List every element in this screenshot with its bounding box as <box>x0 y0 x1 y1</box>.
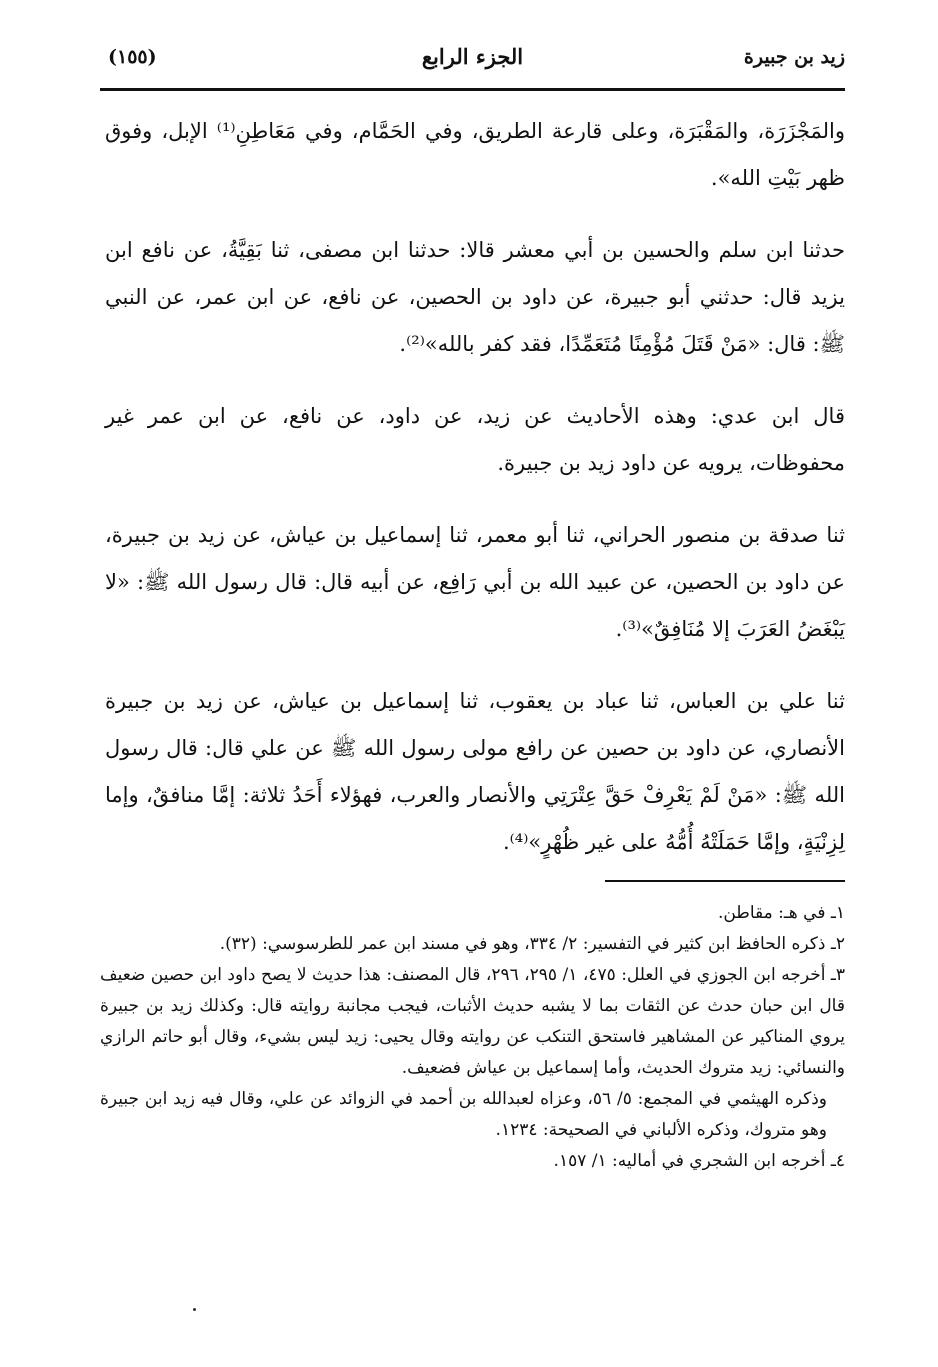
book-title: زيد بن جبيرة <box>743 46 845 68</box>
footnote: ٤ـ أخرجه ابن الشجري في أماليه: ١/ ١٥٧. <box>553 1151 845 1171</box>
running-header <box>100 38 845 91</box>
footnotes <box>100 898 845 1177</box>
scan-speck <box>193 1308 196 1311</box>
footnote: ٣ـ أخرجه ابن الجوزي في العلل: ٤٧٥، ١/ ٢٩٥، ٢٩٦، قال المصنف: هذا حديث لا يصح داود ابن حصين ضعيف قال ابن حبان حدث عن الثقات بما لا يشبه حديث الأثبات، فيجب مجانبة روايته قال: وكذلك زيد بن جبيرة يروي المناكير عن المشاهير فاستحق التنكب عن روايته وقال يحيى: زيد ليس بشيء، وقال أبو حاتم الرازي والنسائي: زيد متروك الحديث، وأما إسماعيل بن عياش فضعيف. <box>100 965 845 1078</box>
paragraph: ثنا علي بن العباس، ثنا عباد بن يعقوب، ثنا إسماعيل بن عياش، عن زيد بن جبيرة الأنصاري، عن داود بن حصين عن رافع مولى رسول الله ﷺ عن علي قال: قال رسول الله ﷺ: «مَنْ لَمْ يَعْرِفْ حَقَّ عِتْرَتِي والأنصار والعرب، فهؤلاء أَحَدُ ثلاثة: إمَّا منافقٌ، وإما لِزِنْيَةٍ، وإمَّا حَمَلَتْهُ أُمُّهُ على غير ظُهْرٍ»⁽⁴⁾. <box>105 689 845 854</box>
paragraph: ثنا صدقة بن منصور الحراني، ثنا أبو معمر، ثنا إسماعيل بن عياش، عن زيد بن جبيرة، عن داود بن الحصين، عن عبيد الله بن أبي رَافِع، عن أبيه قال: قال رسول الله ﷺ: «لا يَبْغَضُ العَرَبَ إلا مُنَافِقٌ»⁽³⁾. <box>105 523 845 641</box>
main-text <box>105 108 845 891</box>
paragraph: حدثنا ابن سلم والحسين بن أبي معشر قالا: حدثنا ابن مصفى، ثنا بَقِيَّةُ، عن نافع ابن يزيد قال: حدثني أبو جبيرة، عن داود بن الحصين، عن نافع، عن ابن عمر، عن النبي ﷺ: قال: «مَنْ قَتَلَ مُؤْمِنًا مُتَعَمِّدًا، فقد كفر بالله»⁽²⁾. <box>105 238 845 356</box>
footnote-continuation: وذكره الهيثمي في المجمع: ٥/ ٥٦، وعزاه لعبدالله بن أحمد في الزوائد عن علي، وقال فيه زيد ابن جبيرة وهو متروك، وذكره الألباني في الصحيحة: ١٢٣٤. <box>100 1089 827 1140</box>
paragraph: والمَجْزَرَة، والمَقْبَرَة، وعلى قارعة الطريق، وفي الحَمَّام، وفي مَعَاطِنِ⁽¹⁾ الإبل، وفوق ظهر بَيْتِ الله». <box>105 119 846 190</box>
paragraph: قال ابن عدي: وهذه الأحاديث عن زيد، عن داود، عن نافع، عن ابن عمر غير محفوظات، يرويه عن داود زيد بن جبيرة. <box>105 404 845 475</box>
footnote-divider <box>605 880 845 882</box>
footnote: ٢ـ ذكره الحافظ ابن كثير في التفسير: ٢/ ٣٣٤، وهو في مسند ابن عمر للطرسوسي: (٣٢). <box>219 934 845 954</box>
part-title: الجزء الرابع <box>421 44 524 69</box>
footnote: ١ـ في هـ: مقاطن. <box>717 903 845 923</box>
page-number: (١٥٥) <box>108 46 157 68</box>
